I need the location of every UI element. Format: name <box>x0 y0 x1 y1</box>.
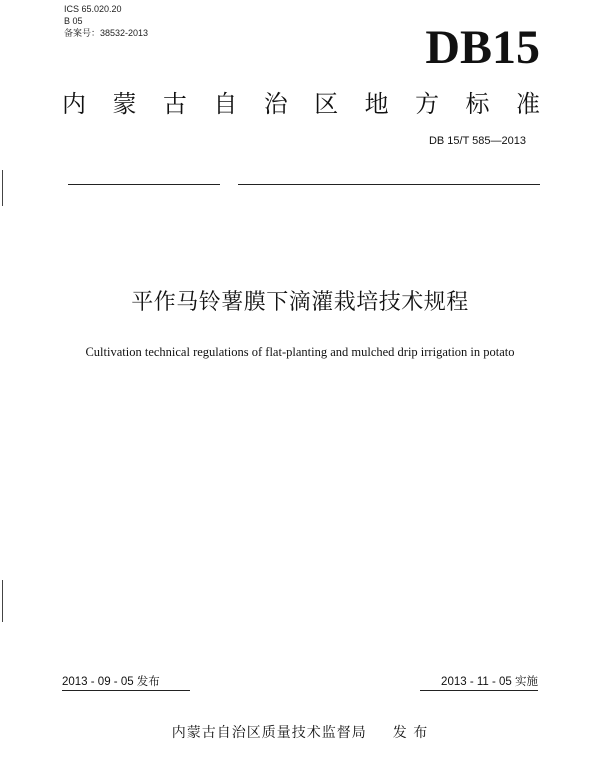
classification-code: B 05 <box>64 16 83 26</box>
header-divider <box>68 184 220 185</box>
standard-type-char: 蒙 <box>112 90 137 118</box>
standard-type-char: 标 <box>465 90 490 118</box>
issuer-line <box>0 724 600 742</box>
standard-type-char: 准 <box>515 90 540 118</box>
standard-type-heading <box>62 88 540 120</box>
standard-logo: DB15 <box>425 21 540 74</box>
document-title-en: Cultivation technical regulations of flat-planting and mulched drip irrigation in potato <box>85 345 515 359</box>
implementation-date-underline <box>420 690 538 691</box>
standard-type-char: 区 <box>314 90 339 118</box>
issuing-organization: 内蒙古自治区质量技术监督局 <box>171 725 367 741</box>
standard-type-char: 自 <box>213 90 238 118</box>
standard-type-char: 地 <box>364 90 389 118</box>
standard-number: DB 15/T 585—2013 <box>428 135 526 147</box>
record-number: 备案号：38532-2013 <box>64 28 149 38</box>
scan-edge-mark <box>2 170 3 206</box>
ics-code: ICS 65.020.20 <box>64 4 122 14</box>
standard-type-char: 治 <box>263 90 288 118</box>
standard-type-char: 古 <box>162 90 187 118</box>
issue-date-underline <box>62 690 190 691</box>
issue-action: 发 布 <box>392 725 429 741</box>
document-title-zh: 平作马铃薯膜下滴灌栽培技术规程 <box>131 290 469 315</box>
header-divider <box>238 184 540 185</box>
issue-date: 2013 - 09 - 05 发布 <box>62 676 160 688</box>
standard-type-char: 方 <box>415 90 440 118</box>
implementation-date: 2013 - 11 - 05 实施 <box>441 676 538 688</box>
standard-type-char: 内 <box>62 90 86 118</box>
scan-edge-mark <box>2 580 3 622</box>
